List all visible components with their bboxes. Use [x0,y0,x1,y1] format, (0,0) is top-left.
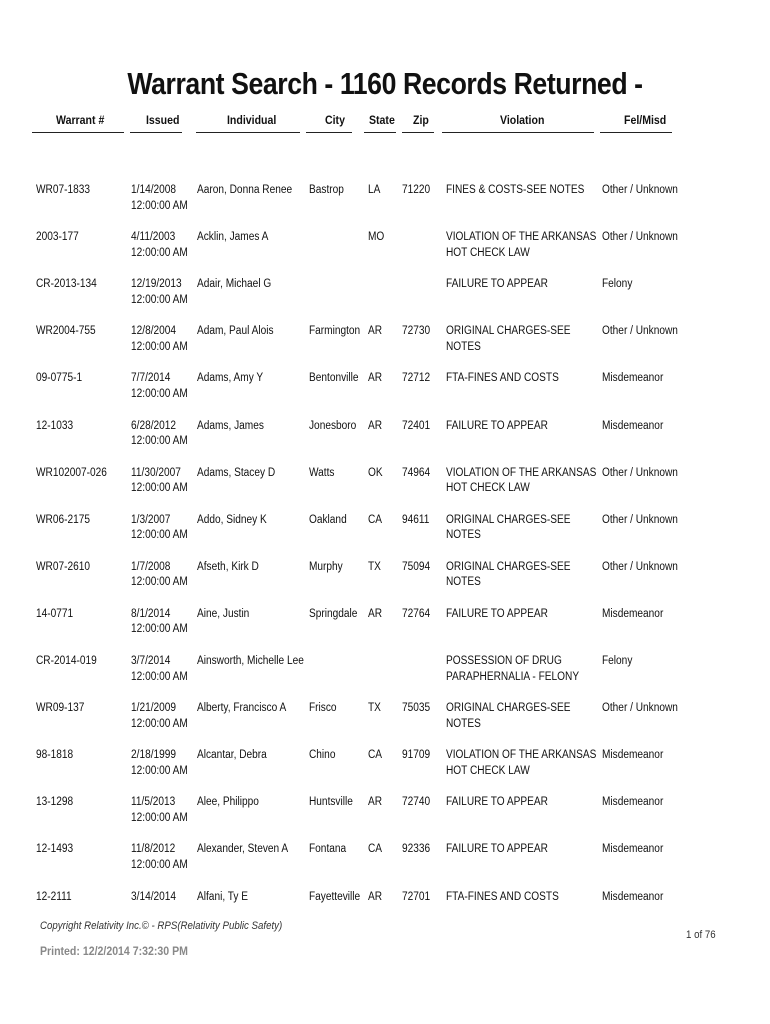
cell-warrant: 12-1033 [36,419,74,432]
table-row [0,701,770,745]
cell-individual: Adair, Michael G [197,278,272,291]
cell-state: AR [368,372,383,385]
cell-city: Fayetteville [309,890,361,903]
header-state: State [369,113,395,127]
header-rule [442,132,594,133]
cell-issued [131,277,193,308]
table-row [0,419,770,463]
copyright-text: Copyright Relativity Inc.© - RPS(Relativity Public Safety) [40,920,283,932]
cell-violation: FAILURE TO APPEAR [446,607,548,620]
cell-felmisd: Misdemeanor [602,749,664,762]
cell-zip: 72740 [402,796,431,809]
cell-warrant: 13-1298 [36,796,74,809]
cell-warrant: 12-1493 [36,843,74,856]
cell-warrant: WR102007-026 [36,466,107,479]
cell-issued [131,654,193,685]
cell-felmisd: Other / Unknown [602,325,678,338]
cell-violation: ORIGINAL CHARGES-SEE NOTES [446,702,571,730]
issued-time: 12:00:00 AM [131,529,188,542]
cell-issued [131,513,193,544]
header-rule [32,132,124,133]
cell-issued [131,842,193,873]
cell-zip: 92336 [402,843,431,856]
cell-individual: Aine, Justin [197,607,250,620]
cell-city: Watts [309,466,335,479]
issued-time: 12:00:00 AM [131,340,188,353]
cell-felmisd: Other / Unknown [602,466,678,479]
issued-time: 12:00:00 AM [131,764,188,777]
cell-state: OK [368,466,383,479]
cell-warrant: WR09-137 [36,702,85,715]
issued-time: 12:00:00 AM [131,811,188,824]
cell-individual: Ainsworth, Michelle Lee [197,655,304,667]
table-row [0,371,770,415]
cell-city: Farmington [309,325,361,338]
cell-warrant: WR07-2610 [36,560,91,573]
cell-individual: Adams, Stacey D [197,466,276,479]
table-row [0,842,770,886]
cell-issued [131,701,193,732]
cell-warrant: WR06-2175 [36,513,91,526]
cell-warrant: 14-0771 [36,607,74,620]
table-row [0,466,770,510]
cell-issued [131,183,193,214]
cell-city: Chino [309,749,336,762]
cell-state: CA [368,513,383,526]
cell-individual: Aaron, Donna Renee [197,184,293,196]
issued-date: 1/14/2008 [131,184,177,196]
cell-issued [131,607,193,638]
cell-state: TX [368,702,381,715]
cell-individual: Adam, Paul Alois [197,325,274,338]
cell-warrant: 12-2111 [36,890,72,903]
cell-zip: 71220 [402,184,431,196]
cell-felmisd: Misdemeanor [602,419,664,432]
cell-issued [131,466,193,497]
issued-date: 4/11/2003 [131,231,176,244]
table-row [0,277,770,321]
cell-issued [131,890,193,906]
cell-felmisd: Other / Unknown [602,702,678,715]
issued-date: 11/5/2013 [131,796,176,809]
cell-warrant: 2003-177 [36,231,79,244]
cell-individual: Alexander, Steven A [197,843,289,856]
issued-time: 12:00:00 AM [131,387,188,400]
cell-zip: 74964 [402,466,431,479]
cell-violation: FAILURE TO APPEAR [446,796,548,809]
cell-felmisd: Other / Unknown [602,184,678,196]
table-row [0,654,770,698]
cell-zip: 75035 [402,702,431,715]
cell-violation: FAILURE TO APPEAR [446,843,548,856]
cell-felmisd: Felony [602,655,633,667]
header-rule [600,132,672,133]
issued-time: 12:00:00 AM [131,858,188,871]
cell-violation: ORIGINAL CHARGES-SEE NOTES [446,325,571,353]
cell-violation: FAILURE TO APPEAR [446,278,548,291]
cell-individual: Acklin, James A [197,231,269,244]
cell-state: CA [368,749,383,762]
issued-date: 3/14/2014 [131,890,177,903]
cell-individual: Alee, Philippo [197,796,259,809]
header-warrant: Warrant # [56,113,105,127]
issued-time: 12:00:00 AM [131,246,188,259]
cell-issued [131,748,193,779]
cell-issued [131,230,193,261]
table-row [0,230,770,274]
issued-date: 3/7/2014 [131,655,171,667]
cell-felmisd: Misdemeanor [602,890,664,903]
cell-violation: POSSESSION OF DRUG PARAPHERNALIA - FELONY [446,655,580,683]
page-number: 1 of 76 [686,929,716,941]
cell-warrant: 98-1818 [36,749,74,762]
cell-violation: VIOLATION OF THE ARKANSAS HOT CHECK LAW [446,466,597,495]
cell-individual: Adams, James [197,419,264,432]
cell-violation: FTA-FINES AND COSTS [446,372,559,385]
header-rule [196,132,300,133]
cell-city: Frisco [309,702,337,715]
table-row [0,513,770,557]
cell-individual: Afseth, Kirk D [197,560,259,573]
cell-zip: 94611 [402,513,430,526]
cell-state: MO [368,231,385,244]
cell-zip: 91709 [402,749,431,762]
cell-issued [131,324,193,355]
cell-violation: VIOLATION OF THE ARKANSAS HOT CHECK LAW [446,231,597,259]
issued-date: 8/1/2014 [131,607,171,620]
cell-state: AR [368,419,383,432]
cell-warrant: WR07-1833 [36,184,91,196]
cell-felmisd: Other / Unknown [602,513,678,526]
cell-felmisd: Misdemeanor [602,843,664,856]
issued-date: 11/8/2012 [131,843,176,856]
cell-zip: 72401 [402,419,431,432]
cell-violation: VIOLATION OF THE ARKANSAS HOT CHECK LAW [446,749,597,777]
issued-date: 12/19/2013 [131,278,182,291]
cell-state: AR [368,890,383,903]
issued-time: 12:00:00 AM [131,623,188,636]
cell-city: Jonesboro [309,419,357,432]
issued-time: 12:00:00 AM [131,293,188,306]
cell-state: AR [368,607,383,620]
cell-issued [131,419,193,450]
cell-zip: 75094 [402,560,431,573]
cell-felmisd: Misdemeanor [602,796,664,809]
cell-felmisd: Other / Unknown [602,560,678,573]
cell-violation: ORIGINAL CHARGES-SEE NOTES [446,560,571,589]
header-felmisd: Fel/Misd [624,113,667,127]
cell-individual: Addo, Sidney K [197,513,267,526]
cell-felmisd: Misdemeanor [602,607,664,620]
cell-city: Oakland [309,513,347,526]
issued-date: 11/30/2007 [131,466,181,479]
issued-time: 12:00:00 AM [131,576,188,589]
issued-time: 12:00:00 AM [131,199,188,212]
cell-individual: Alberty, Francisco A [197,702,287,715]
issued-date: 6/28/2012 [131,419,177,432]
table-row [0,560,770,604]
cell-zip: 72712 [402,372,431,385]
header-city: City [325,113,345,127]
cell-warrant: CR-2014-019 [36,655,97,667]
issued-time: 12:00:00 AM [131,717,188,730]
cell-state: CA [368,843,383,856]
cell-zip: 72764 [402,607,431,620]
cell-issued [131,795,193,826]
cell-violation: FINES & COSTS-SEE NOTES [446,184,585,196]
cell-zip: 72730 [402,325,431,338]
issued-date: 2/18/1999 [131,749,177,762]
header-issued: Issued [146,113,180,127]
cell-violation: FAILURE TO APPEAR [446,419,548,432]
cell-state: LA [368,184,381,196]
cell-city: Fontana [309,843,347,856]
cell-warrant: 09-0775-1 [36,372,83,385]
table-row [0,795,770,839]
cell-felmisd: Misdemeanor [602,372,664,385]
cell-individual: Alcantar, Debra [197,749,267,762]
cell-violation: FTA-FINES AND COSTS [446,890,559,903]
table-row [0,607,770,651]
cell-city: Huntsville [309,796,353,809]
issued-date: 1/3/2007 [131,513,171,526]
cell-individual: Alfani, Ty E [197,890,249,903]
table-row [0,748,770,792]
table-row [0,324,770,368]
header-rule [130,132,182,133]
cell-city: Bastrop [309,184,344,196]
issued-date: 12/8/2004 [131,325,177,338]
cell-issued [131,371,193,402]
cell-issued [131,560,193,591]
header-rule [306,132,352,133]
issued-time: 12:00:00 AM [131,435,188,447]
cell-individual: Adams, Amy Y [197,372,264,385]
issued-time: 12:00:00 AM [131,482,188,495]
cell-city: Bentonville [309,372,359,385]
header-rule [402,132,434,133]
issued-time: 12:00:00 AM [131,670,188,683]
cell-city: Murphy [309,560,343,573]
header-zip: Zip [413,113,429,127]
header-rule [364,132,396,133]
header-individual: Individual [227,113,277,127]
cell-state: AR [368,325,383,338]
table-row [0,183,770,227]
cell-state: TX [368,560,381,573]
cell-violation: ORIGINAL CHARGES-SEE NOTES [446,513,571,542]
issued-date: 7/7/2014 [131,372,171,385]
cell-felmisd: Felony [602,278,633,291]
cell-state: AR [368,796,383,809]
cell-city: Springdale [309,607,358,620]
cell-warrant: CR-2013-134 [36,278,97,291]
report-title: Warrant Search - 1160 Records Returned - [127,66,643,101]
issued-date: 1/7/2008 [131,560,171,573]
cell-warrant: WR2004-755 [36,325,96,338]
cell-felmisd: Other / Unknown [602,231,678,244]
issued-date: 1/21/2009 [131,702,177,715]
header-violation: Violation [500,113,545,127]
cell-zip: 72701 [402,890,431,903]
printed-timestamp: Printed: 12/2/2014 7:32:30 PM [40,944,188,958]
